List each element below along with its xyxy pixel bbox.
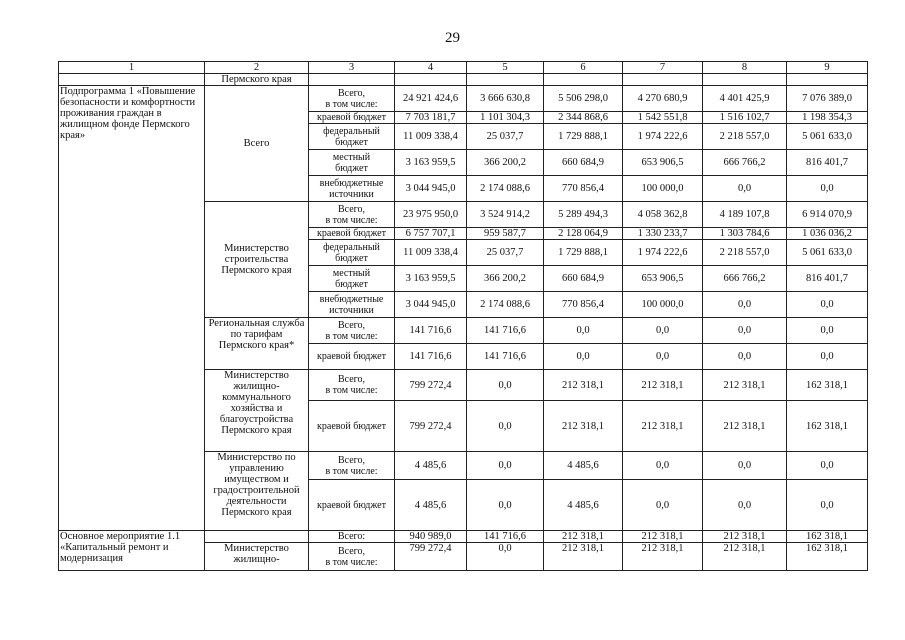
cont-empty — [467, 74, 544, 86]
value-cell: 141 716,6 — [467, 531, 544, 543]
value-cell: 0,0 — [703, 480, 787, 531]
value-cell: 11 009 338,4 — [395, 240, 467, 266]
value-cell: 212 318,1 — [623, 370, 703, 401]
value-cell: 1 330 233,7 — [623, 228, 703, 240]
value-cell: 212 318,1 — [703, 543, 787, 571]
value-cell: 2 218 557,0 — [703, 240, 787, 266]
value-cell: 162 318,1 — [787, 531, 868, 543]
value-cell: 1 198 354,3 — [787, 112, 868, 124]
value-cell: 0,0 — [623, 452, 703, 480]
value-cell: 0,0 — [787, 318, 868, 344]
value-cell: 1 729 888,1 — [544, 124, 623, 150]
value-cell: 25 037,7 — [467, 240, 544, 266]
value-cell: 1 729 888,1 — [544, 240, 623, 266]
value-cell: 1 303 784,6 — [703, 228, 787, 240]
value-cell: 2 218 557,0 — [703, 124, 787, 150]
value-cell: 141 716,6 — [467, 344, 544, 370]
value-cell: 799 272,4 — [395, 370, 467, 401]
value-cell: 100 000,0 — [623, 176, 703, 202]
value-cell: 212 318,1 — [544, 543, 623, 571]
value-cell: 7 076 389,0 — [787, 86, 868, 112]
value-cell: 959 587,7 — [467, 228, 544, 240]
header-col-8: 8 — [703, 62, 787, 74]
source-cell: федеральный бюджет — [309, 124, 395, 150]
value-cell: 11 009 338,4 — [395, 124, 467, 150]
value-cell: 4 270 680,9 — [623, 86, 703, 112]
value-cell: 770 856,4 — [544, 292, 623, 318]
source-cell: Всего, в том числе: — [309, 370, 395, 401]
cont-empty — [623, 74, 703, 86]
page-number: 29 — [445, 30, 460, 46]
cont-empty — [787, 74, 868, 86]
value-cell: 162 318,1 — [787, 370, 868, 401]
value-cell: 666 766,2 — [703, 266, 787, 292]
value-cell: 0,0 — [787, 480, 868, 531]
value-cell: 653 906,5 — [623, 150, 703, 176]
value-cell: 3 163 959,5 — [395, 266, 467, 292]
value-cell: 1 974 222,6 — [623, 240, 703, 266]
value-cell: 0,0 — [467, 370, 544, 401]
header-col-5: 5 — [467, 62, 544, 74]
source-cell: внебюджетные источники — [309, 292, 395, 318]
executor-cell: Министерство по управлению имуществом и градостроительной деятельности Пермского края — [205, 452, 309, 531]
value-cell: 2 128 064,9 — [544, 228, 623, 240]
value-cell: 2 174 088,6 — [467, 292, 544, 318]
source-cell: краевой бюджет — [309, 480, 395, 531]
value-cell: 0,0 — [623, 344, 703, 370]
value-cell: 212 318,1 — [703, 370, 787, 401]
value-cell: 0,0 — [787, 176, 868, 202]
header-col-1: 1 — [59, 62, 205, 74]
source-cell: Всего: — [309, 531, 395, 543]
cont-empty — [544, 74, 623, 86]
value-cell: 0,0 — [467, 452, 544, 480]
value-cell: 0,0 — [467, 401, 544, 452]
cont-executor: Пермского края — [205, 74, 309, 86]
value-cell: 3 163 959,5 — [395, 150, 467, 176]
value-cell: 0,0 — [467, 480, 544, 531]
executor-cell: Региональная служба по тарифам Пермского края* — [205, 318, 309, 370]
value-cell: 0,0 — [703, 318, 787, 344]
value-cell: 1 974 222,6 — [623, 124, 703, 150]
value-cell: 4 485,6 — [395, 480, 467, 531]
cont-empty — [309, 74, 395, 86]
header-col-9: 9 — [787, 62, 868, 74]
value-cell: 4 485,6 — [395, 452, 467, 480]
executor-cell: Министерство строительства Пермского края — [205, 202, 309, 318]
value-cell: 212 318,1 — [623, 401, 703, 452]
source-cell: местный бюджет — [309, 266, 395, 292]
value-cell: 2 174 088,6 — [467, 176, 544, 202]
value-cell: 4 485,6 — [544, 452, 623, 480]
value-cell: 816 401,7 — [787, 266, 868, 292]
executor-cell: Министерство жилищно- — [205, 543, 309, 571]
value-cell: 366 200,2 — [467, 150, 544, 176]
source-cell: Всего, в том числе: — [309, 452, 395, 480]
cont-empty — [703, 74, 787, 86]
source-cell: местный бюджет — [309, 150, 395, 176]
value-cell: 0,0 — [787, 344, 868, 370]
executor-cell: Министерство жилищно-коммунального хозяйства и благоустройства Пермского края — [205, 370, 309, 452]
table-row — [59, 86, 868, 112]
value-cell: 1 542 551,8 — [623, 112, 703, 124]
value-cell: 0,0 — [703, 176, 787, 202]
header-col-4: 4 — [395, 62, 467, 74]
value-cell: 799 272,4 — [395, 543, 467, 571]
value-cell: 212 318,1 — [623, 543, 703, 571]
value-cell: 5 506 298,0 — [544, 86, 623, 112]
value-cell: 4 485,6 — [544, 480, 623, 531]
value-cell: 24 921 424,6 — [395, 86, 467, 112]
executor-cell: Всего — [205, 86, 309, 202]
value-cell: 212 318,1 — [703, 401, 787, 452]
source-cell: внебюджетные источники — [309, 176, 395, 202]
value-cell: 3 524 914,2 — [467, 202, 544, 228]
value-cell: 0,0 — [623, 318, 703, 344]
value-cell: 23 975 950,0 — [395, 202, 467, 228]
value-cell: 7 703 181,7 — [395, 112, 467, 124]
value-cell: 5 061 633,0 — [787, 240, 868, 266]
source-cell: федеральный бюджет — [309, 240, 395, 266]
value-cell: 0,0 — [623, 480, 703, 531]
value-cell: 25 037,7 — [467, 124, 544, 150]
value-cell: 141 716,6 — [395, 344, 467, 370]
header-col-2: 2 — [205, 62, 309, 74]
header-col-6: 6 — [544, 62, 623, 74]
value-cell: 0,0 — [703, 292, 787, 318]
cont-empty-1 — [59, 74, 205, 86]
value-cell: 1 036 036,2 — [787, 228, 868, 240]
value-cell: 0,0 — [703, 452, 787, 480]
value-cell: 816 401,7 — [787, 150, 868, 176]
cont-empty — [395, 74, 467, 86]
source-cell: Всего, в том числе: — [309, 318, 395, 344]
value-cell: 212 318,1 — [544, 370, 623, 401]
value-cell: 1 101 304,3 — [467, 112, 544, 124]
header-col-3: 3 — [309, 62, 395, 74]
value-cell: 1 516 102,7 — [703, 112, 787, 124]
measure-label: Основное мероприятие 1.1 «Капитальный ремонт и модернизация — [59, 531, 205, 571]
header-col-7: 7 — [623, 62, 703, 74]
value-cell: 3 044 945,0 — [395, 292, 467, 318]
value-cell: 4 058 362,8 — [623, 202, 703, 228]
value-cell: 4 189 107,8 — [703, 202, 787, 228]
value-cell: 660 684,9 — [544, 150, 623, 176]
value-cell: 5 289 494,3 — [544, 202, 623, 228]
source-cell: Всего, в том числе: — [309, 86, 395, 112]
value-cell: 212 318,1 — [544, 531, 623, 543]
value-cell: 212 318,1 — [623, 531, 703, 543]
value-cell: 0,0 — [544, 318, 623, 344]
value-cell: 162 318,1 — [787, 543, 868, 571]
source-cell: краевой бюджет — [309, 228, 395, 240]
source-cell: краевой бюджет — [309, 401, 395, 452]
value-cell: 141 716,6 — [467, 318, 544, 344]
source-cell: Всего, в том числе: — [309, 543, 395, 571]
value-cell: 141 716,6 — [395, 318, 467, 344]
value-cell: 162 318,1 — [787, 401, 868, 452]
value-cell: 0,0 — [544, 344, 623, 370]
value-cell: 100 000,0 — [623, 292, 703, 318]
value-cell: 6 914 070,9 — [787, 202, 868, 228]
value-cell: 653 906,5 — [623, 266, 703, 292]
value-cell: 2 344 868,6 — [544, 112, 623, 124]
budget-table — [58, 61, 868, 571]
value-cell: 3 044 945,0 — [395, 176, 467, 202]
source-cell: краевой бюджет — [309, 344, 395, 370]
value-cell: 0,0 — [703, 344, 787, 370]
value-cell: 3 666 630,8 — [467, 86, 544, 112]
value-cell: 940 989,0 — [395, 531, 467, 543]
source-cell: краевой бюджет — [309, 112, 395, 124]
value-cell: 212 318,1 — [703, 531, 787, 543]
value-cell: 5 061 633,0 — [787, 124, 868, 150]
measure-empty — [205, 531, 309, 543]
value-cell: 6 757 707,1 — [395, 228, 467, 240]
value-cell: 799 272,4 — [395, 401, 467, 452]
value-cell: 4 401 425,9 — [703, 86, 787, 112]
subprogram-label: Подпрограмма 1 «Повышение безопасности и комфортности проживания граждан в жилищном фонде Пермского края» — [59, 86, 205, 531]
value-cell: 0,0 — [467, 543, 544, 571]
value-cell: 660 684,9 — [544, 266, 623, 292]
value-cell: 0,0 — [787, 452, 868, 480]
value-cell: 0,0 — [787, 292, 868, 318]
source-cell: Всего, в том числе: — [309, 202, 395, 228]
value-cell: 666 766,2 — [703, 150, 787, 176]
value-cell: 366 200,2 — [467, 266, 544, 292]
value-cell: 212 318,1 — [544, 401, 623, 452]
value-cell: 770 856,4 — [544, 176, 623, 202]
